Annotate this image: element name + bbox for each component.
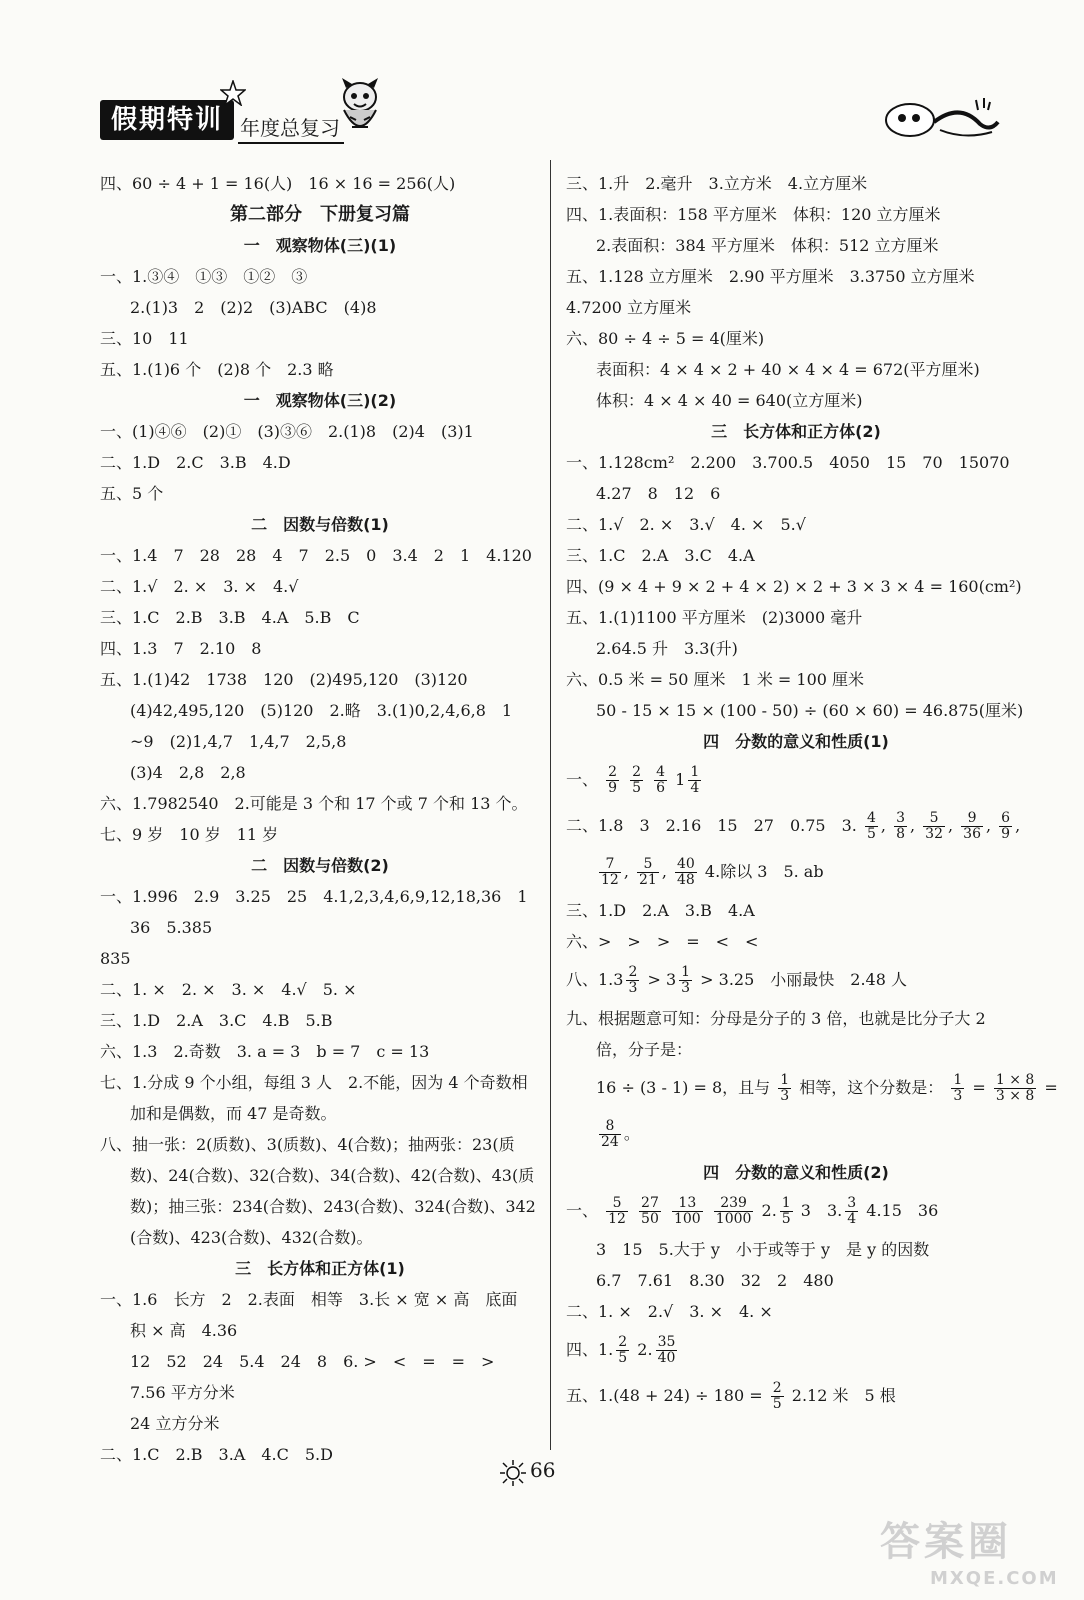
- line-prefix: 一、: [566, 770, 599, 789]
- series-logo: 假期特训: [100, 100, 234, 140]
- fraction: [865, 811, 878, 843]
- answer-line: 2.表面积：384 平方厘米 体积：512 立方厘米: [596, 236, 939, 255]
- answer-line: 数)；抽三张：234(合数)、243(合数)、324(合数)、342: [130, 1197, 536, 1216]
- page-header: [0, 0, 1084, 160]
- answer-line: 六、1.3 2.奇数 3. a = 3 b = 7 c = 13: [100, 1042, 430, 1061]
- answer-line: 三、1.D 2.A 3.B 4.A: [566, 901, 755, 920]
- denominator: 24: [601, 1134, 619, 1150]
- fraction: [771, 1381, 784, 1413]
- answer-line: 7.56 平方分米: [130, 1383, 235, 1402]
- answer-line: 数)、24(合数)、32(合数)、34(合数)、42(合数)、43(质: [130, 1166, 535, 1185]
- answer-line: 七、1.分成 9 个小组，每组 3 人 2.不能，因为 4 个奇数相: [100, 1073, 528, 1092]
- denominator: 5: [866, 826, 876, 842]
- answer-line: 五、1.(1)6 个 (2)8 个 2.3 略: [100, 360, 334, 379]
- answer-line: ~9 (2)1,4,7 1,4,7 2,5,8: [130, 732, 347, 751]
- part-title: 第二部分 下册复习篇: [230, 204, 410, 225]
- denominator: 5: [618, 1350, 628, 1366]
- answer-line: 4.7200 立方厘米: [566, 298, 692, 317]
- answer-line: 2.64.5 升 3.3(升): [596, 639, 738, 658]
- fraction: [626, 965, 639, 997]
- fraction-answer-line: [566, 1188, 1026, 1234]
- answer-line: 表面积：4 × 4 × 2 + 40 × 4 × 4 = 672(平方厘米): [596, 360, 980, 379]
- answer-line: 积 × 高 4.36: [130, 1321, 238, 1340]
- fraction: [714, 1196, 754, 1228]
- numerator: 1 × 8: [995, 1071, 1035, 1088]
- numerator: 9: [961, 811, 983, 827]
- series-subtitle: 年度总复习: [238, 112, 344, 144]
- denominator: 100: [673, 1211, 701, 1227]
- line-text: 。: [623, 1124, 640, 1143]
- answer-line: 三、1.C 2.B 3.B 4.A 5.B C: [100, 608, 360, 627]
- answer-line: 50 - 15 × 15 × (100 - 50) ÷ (60 × 60) = 46.875(厘米): [596, 701, 1024, 720]
- fraction: [688, 765, 701, 797]
- numerator: 4: [866, 809, 876, 826]
- sun-ornament-icon: [498, 1458, 528, 1488]
- fraction: [656, 1335, 678, 1367]
- answer-line: 835: [100, 949, 131, 968]
- section-heading: 三 长方体和正方体(1): [235, 1259, 405, 1278]
- denominator: 1000: [715, 1211, 752, 1227]
- line-text: > 3: [647, 970, 677, 989]
- denominator: 5: [781, 1211, 791, 1227]
- answer-line: 五、1.128 立方厘米 2.90 平方厘米 3.3750 立方厘米: [566, 267, 975, 286]
- answer-column-right: [566, 168, 1058, 1419]
- section-heading: 二 因数与倍数(2): [251, 856, 389, 875]
- answer-line: 二、1. × 2. × 3. × 4.√ 5. ×: [100, 980, 357, 999]
- answer-line: 六、0.5 米 = 50 厘米 1 米 = 100 厘米: [566, 670, 865, 689]
- answer-line: 4.27 8 12 6: [596, 484, 721, 503]
- answer-line: 36 5.385: [130, 918, 213, 937]
- numerator: 35: [657, 1333, 676, 1350]
- answer-line: 倍，分子是：: [596, 1040, 693, 1059]
- numerator: 2: [632, 763, 642, 780]
- denominator: 3: [681, 980, 691, 996]
- answer-line: 加和是偶数，而 47 是奇数。: [130, 1104, 337, 1123]
- fraction: [994, 1073, 1036, 1105]
- answer-line: 二、1.C 2.B 3.A 4.C 5.D: [100, 1445, 333, 1464]
- numerator: 1: [781, 1194, 791, 1211]
- cartoon-decoration-icon: [880, 92, 1000, 142]
- fraction: [599, 1119, 621, 1151]
- section-heading: 三 长方体和正方体(2): [711, 422, 881, 441]
- numerator: 13: [672, 1196, 703, 1212]
- denominator: 9: [1001, 826, 1011, 842]
- denominator: 9: [608, 780, 618, 796]
- fraction: [654, 765, 667, 797]
- answer-line: 四、1.3 7 2.10 8: [100, 639, 262, 658]
- line-text: 2.: [637, 1340, 653, 1359]
- fraction-answer-line: $\frac{7}{12}$ , $\frac{5}{21}$ , $\frac{40}{48}$ 4.除以 3 5. ab: [601, 855, 824, 888]
- section-heading: 二 因数与倍数(1): [251, 515, 389, 534]
- answer-line: 四、(9 × 4 + 9 × 2 + 4 × 2) × 2 + 3 × 3 × 4 = 160(cm²): [566, 577, 1022, 596]
- line-prefix: 二、1.8 3 2.16 15 27 0.75 3.: [566, 816, 857, 835]
- numerator: 3: [847, 1194, 857, 1211]
- fraction: [672, 1196, 703, 1228]
- answer-line: 3 15 5.大于 y 小于或等于 y 是 y 的因数: [596, 1240, 930, 1259]
- denominator: 12: [601, 872, 619, 888]
- numerator: 6: [1001, 809, 1011, 826]
- denominator: 5: [772, 1396, 782, 1412]
- fraction: [894, 811, 907, 843]
- fraction: [780, 1196, 793, 1228]
- section-heading: 一 观察物体(三)(2): [243, 391, 397, 410]
- denominator: 50: [641, 1211, 659, 1227]
- denominator: 48: [677, 872, 695, 888]
- answer-line: 二、1.√ 2. × 3. × 4.√: [100, 577, 299, 596]
- denominator: 36: [963, 826, 981, 842]
- answer-line: 6.7 7.61 8.30 32 2 480: [596, 1271, 834, 1290]
- numerator: 2: [608, 763, 618, 780]
- answer-line: 五、1.(1)42 1738 120 (2)495,120 (3)120: [100, 670, 468, 689]
- answer-line: 五、1.(1)1100 平方厘米 (2)3000 毫升: [566, 608, 863, 627]
- numerator: 5: [637, 857, 659, 873]
- answer-line: 一、1.③④ ①③ ①② ③: [100, 267, 308, 286]
- numerator: 2: [628, 963, 638, 980]
- answer-line: 二、1.√ 2. × 3.√ 4. × 5.√: [566, 515, 806, 534]
- answer-line: 2.(1)3 2 (2)2 (3)ABC (4)8: [130, 298, 377, 317]
- numerator: 2: [772, 1379, 782, 1396]
- answer-line: 三、1.升 2.毫升 3.立方米 4.立方厘米: [566, 174, 868, 193]
- fraction-answer-line: [566, 1373, 1026, 1419]
- fraction: [606, 765, 619, 797]
- numerator: 5: [606, 1196, 628, 1212]
- answer-line: 七、9 岁 10 岁 11 岁: [100, 825, 279, 844]
- numerator: 1: [681, 963, 691, 980]
- line-text: 2.: [761, 1201, 777, 1220]
- answer-line: 三、10 11: [100, 329, 189, 348]
- fraction-answer-line: [566, 957, 1026, 1003]
- line-text: 16 ÷ (3 - 1) = 8，且与: [596, 1078, 771, 1097]
- tiger-mascot-icon: [330, 72, 390, 142]
- denominator: 12: [608, 1211, 626, 1227]
- line-prefix: 八、1.3: [566, 970, 624, 989]
- fraction: [637, 857, 659, 889]
- star-icon: [220, 80, 246, 106]
- fraction: [923, 811, 945, 843]
- fraction-answer-line: [566, 1111, 1026, 1157]
- answer-line: 三、1.C 2.A 3.C 4.A: [566, 546, 755, 565]
- fraction: [845, 1196, 858, 1228]
- column-divider: [550, 160, 551, 1450]
- answer-line: 一、1.128cm² 2.200 3.700.5 4050 15 70 15070: [566, 453, 1010, 472]
- denominator: 3: [780, 1088, 790, 1104]
- denominator: 8: [896, 826, 905, 842]
- denominator: 21: [639, 872, 657, 888]
- answer-line: 四、1.表面积：158 平方厘米 体积：120 立方厘米: [566, 205, 941, 224]
- section-heading: 四 分数的意义和性质(1): [703, 732, 889, 751]
- answer-line: 六、1.7982540 2.可能是 3 个和 17 个或 7 个和 13 个。: [100, 794, 528, 813]
- fraction-answer-line: [566, 757, 1026, 803]
- denominator: 4: [690, 780, 700, 796]
- answer-line: 一、(1)④⑥ (2)① (3)③⑥ 2.(1)8 (2)4 (3)1: [100, 422, 474, 441]
- line-text: 相等，这个分数是：: [799, 1078, 944, 1097]
- numerator: 7: [599, 857, 621, 873]
- denominator: 6: [656, 780, 666, 796]
- fraction: [630, 765, 643, 797]
- watermark-url: MXQE.COM: [930, 1568, 1059, 1589]
- page-number: 66: [530, 1458, 556, 1482]
- fraction-answer-line: [566, 1327, 1026, 1373]
- fraction: [951, 1073, 964, 1105]
- answer-line: 一、1.996 2.9 3.25 25 4.1,2,3,4,6,9,12,18,36 1: [100, 887, 528, 906]
- fraction: [999, 811, 1012, 843]
- answer-line: 12 52 24 5.4 24 8 6. > < = = >: [130, 1352, 495, 1371]
- answer-line: 体积：4 × 4 × 40 = 640(立方厘米): [596, 391, 863, 410]
- line-prefix: 五、1.(48 + 24) ÷ 180 =: [566, 1386, 763, 1405]
- numerator: 40: [677, 855, 695, 872]
- numerator: 3: [896, 809, 905, 826]
- fraction: [616, 1335, 629, 1367]
- numerator: 2: [618, 1333, 628, 1350]
- line-prefix: 四、1.: [566, 1340, 614, 1359]
- numerator: 1: [780, 1071, 790, 1088]
- fraction-answer-line: [566, 1065, 1058, 1111]
- answer-line: 四、60 ÷ 4 + 1 = 16(人) 16 × 16 = 256(人): [100, 174, 456, 193]
- numerator: 4: [656, 763, 666, 780]
- fraction: [961, 811, 983, 843]
- fraction: [606, 1196, 628, 1228]
- section-heading: 一 观察物体(三)(1): [243, 236, 397, 255]
- denominator: 32: [925, 826, 943, 842]
- line-prefix: 一、: [566, 1201, 599, 1220]
- line-text: 3 3.: [800, 1201, 843, 1220]
- equals-sign: =: [972, 1078, 986, 1097]
- line-text: 4.15 36: [866, 1201, 939, 1220]
- line-text: > 3.25 小丽最快 2.48 人: [700, 970, 907, 989]
- numerator: 5: [923, 811, 945, 827]
- answer-line: 一、1.6 长方 2 2.表面 相等 3.长 × 宽 × 高 底面: [100, 1290, 518, 1309]
- answer-line: (3)4 2,8 2,8: [130, 763, 246, 782]
- line-text: 4.除以 3 5. ab: [704, 862, 824, 881]
- whole-number: 1: [675, 770, 686, 789]
- fraction-answer-line: 二、1.8 3 2.16 15 27 0.75 3. $\frac{4}{5}$ , $\frac{3}{8}$ , $\frac{5}{32}$ , $\frac{9}{36}$ , $\frac{6}{9}$ ,: [566, 809, 1021, 842]
- denominator: 3 × 8: [995, 1088, 1035, 1104]
- fraction: [675, 857, 697, 889]
- answer-line: 五、5 个: [100, 484, 164, 503]
- answer-line: 九、根据题意可知：分母是分子的 3 倍，也就是比分子大 2: [566, 1009, 986, 1028]
- fraction: [639, 1196, 661, 1228]
- numerator: 1: [953, 1071, 963, 1088]
- answer-line: 24 立方分米: [130, 1414, 220, 1433]
- numerator: 239: [714, 1196, 754, 1212]
- fraction: [599, 857, 621, 889]
- equals-sign: =: [1044, 1078, 1058, 1097]
- numerator: 27: [641, 1194, 659, 1211]
- denominator: 3: [628, 980, 638, 996]
- denominator: 4: [847, 1211, 857, 1227]
- section-heading: 四 分数的意义和性质(2): [703, 1163, 889, 1182]
- answer-line: 三、1.D 2.A 3.C 4.B 5.B: [100, 1011, 333, 1030]
- watermark-logo: 答案圈: [880, 1519, 1012, 1565]
- numerator: 8: [599, 1119, 621, 1135]
- denominator: 3: [953, 1088, 963, 1104]
- answer-line: (合数)、423(合数)、432(合数)。: [130, 1228, 373, 1247]
- denominator: 40: [657, 1350, 676, 1366]
- answer-column-left: [100, 168, 540, 1470]
- answer-line: 八、抽一张：2(质数)、3(质数)、4(合数)；抽两张：23(质: [100, 1135, 515, 1154]
- answer-line: 二、1.D 2.C 3.B 4.D: [100, 453, 291, 472]
- numerator: 1: [690, 763, 700, 780]
- answer-line: 一、1.4 7 28 28 4 7 2.5 0 3.4 2 1 4.120: [100, 546, 532, 565]
- answer-line: (4)42,495,120 (5)120 2.略 3.(1)0,2,4,6,8 1: [130, 701, 513, 720]
- denominator: 5: [632, 780, 642, 796]
- fraction: [679, 965, 692, 997]
- fraction: [778, 1073, 791, 1105]
- answer-line: 六、80 ÷ 4 ÷ 5 = 4(厘米): [566, 329, 765, 348]
- page-footer: [0, 1450, 1084, 1600]
- line-text: 2.12 米 5 根: [791, 1386, 896, 1405]
- answer-line: 二、1. × 2.√ 3. × 4. ×: [566, 1302, 773, 1321]
- answer-line: 六、> > > = < <: [566, 932, 759, 951]
